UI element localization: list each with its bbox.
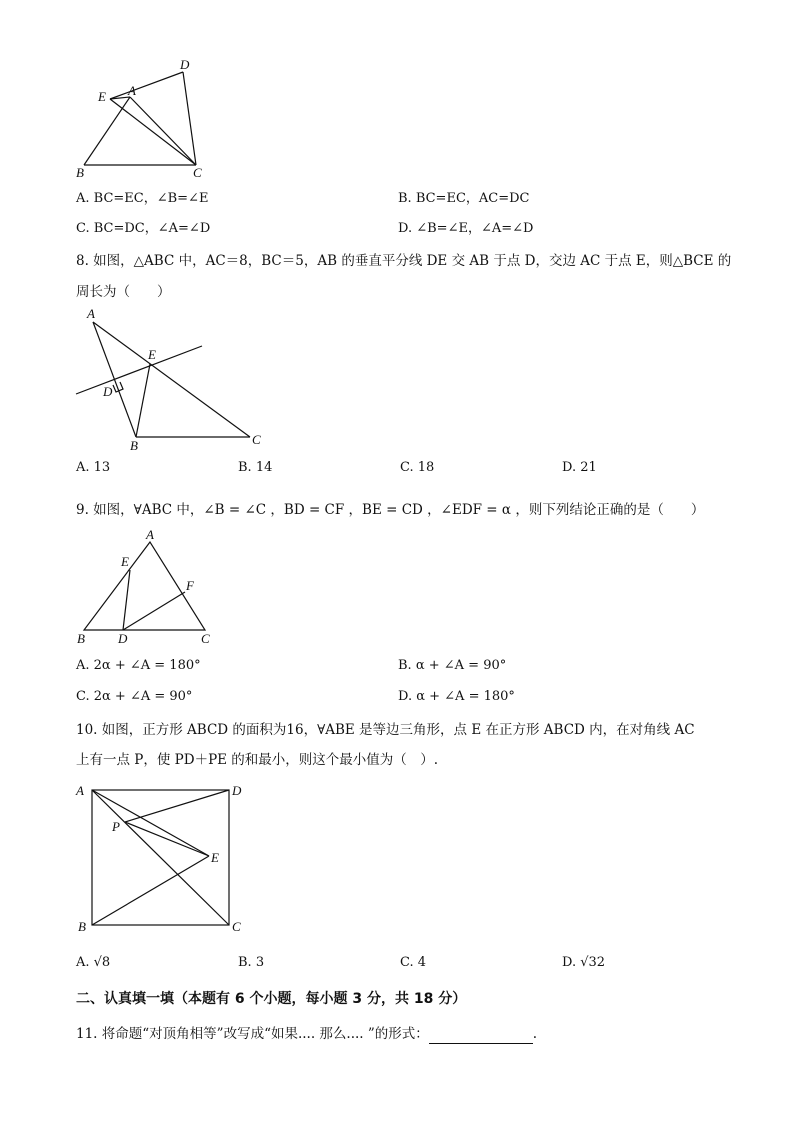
edge-DF bbox=[123, 592, 185, 630]
q10-option-c[interactable]: C. 4 bbox=[400, 955, 427, 970]
q8-option-b[interactable]: B. 14 bbox=[238, 460, 273, 475]
q8-option-c[interactable]: C. 18 bbox=[400, 460, 435, 475]
label-D: D bbox=[232, 783, 242, 798]
label-A: A bbox=[76, 783, 84, 798]
edge-BE bbox=[92, 856, 209, 925]
label-C: C bbox=[201, 631, 210, 646]
q9-option-c[interactable]: C. 2α + ∠A = 90° bbox=[76, 689, 193, 704]
figure-q10 bbox=[70, 775, 255, 940]
q10-stem-line2: 上有一点 P，使 PD＋PE 的和最小，则这个最小值为（ ）. bbox=[76, 752, 439, 768]
label-C: C bbox=[252, 432, 261, 447]
label-E: E bbox=[148, 347, 156, 362]
label-B: B bbox=[78, 919, 86, 934]
figure-q9 bbox=[70, 525, 220, 650]
label-E: E bbox=[121, 554, 129, 569]
q7-option-b[interactable]: B. BC=EC，AC=DC bbox=[398, 191, 530, 206]
label-B: B bbox=[77, 631, 85, 646]
label-P: P bbox=[112, 819, 120, 834]
perpendicular-bisector bbox=[76, 346, 202, 394]
edge-ED bbox=[110, 72, 183, 99]
edge-BA bbox=[84, 97, 130, 165]
q11-answer-blank[interactable] bbox=[429, 1029, 533, 1044]
q7-option-a[interactable]: A. BC=EC，∠B=∠E bbox=[76, 191, 209, 206]
label-C: C bbox=[232, 919, 241, 934]
q8-option-a[interactable]: A. 13 bbox=[76, 460, 111, 475]
label-B: B bbox=[130, 438, 138, 450]
q9-option-a[interactable]: A. 2α + ∠A = 180° bbox=[76, 658, 201, 673]
edge-BE bbox=[136, 364, 150, 437]
label-A: A bbox=[146, 527, 154, 542]
label-D: D bbox=[118, 631, 128, 646]
q11-end: . bbox=[532, 1026, 538, 1042]
q8-option-d[interactable]: D. 21 bbox=[562, 460, 597, 475]
label-D: D bbox=[103, 384, 113, 399]
label-A: A bbox=[87, 306, 95, 321]
q10-option-a[interactable]: A. √8 bbox=[76, 955, 111, 970]
section-heading: 二、认真填一填（本题有 6 个小题，每小题 3 分，共 18 分） bbox=[76, 991, 467, 1007]
q8-stem-line2: 周长为（ ） bbox=[76, 284, 171, 300]
q9-option-d[interactable]: D. α + ∠A = 180° bbox=[398, 689, 515, 704]
edge-AE bbox=[92, 790, 209, 856]
label-F: F bbox=[186, 578, 194, 593]
q10-stem-line1: 10. 如图，正方形 ABCD 的面积为16，∀ABE 是等边三角形，点 E 在正方形 ABCD 内，在对角线 AC bbox=[76, 722, 695, 738]
edge-AC bbox=[130, 97, 196, 165]
q11-text: 11. 将命题“对顶角相等”改写成“如果.... 那么.... ”的形式： bbox=[76, 1026, 429, 1042]
q7-option-c[interactable]: C. BC=DC，∠A=∠D bbox=[76, 221, 211, 236]
figure-q8 bbox=[70, 300, 275, 450]
label-E: E bbox=[211, 850, 219, 865]
diagonal-AC bbox=[92, 790, 229, 925]
edge-DE bbox=[123, 570, 130, 630]
q10-option-d[interactable]: D. √32 bbox=[562, 955, 606, 970]
label-A: A bbox=[128, 83, 136, 98]
right-angle-mark bbox=[113, 382, 123, 392]
edge-AC bbox=[93, 322, 250, 437]
label-E: E bbox=[98, 89, 106, 104]
edge-EC bbox=[110, 99, 196, 165]
q9-option-b[interactable]: B. α + ∠A = 90° bbox=[398, 658, 507, 673]
label-B: B bbox=[76, 165, 84, 180]
edge-PD bbox=[125, 790, 229, 822]
q7-option-d[interactable]: D. ∠B=∠E，∠A=∠D bbox=[398, 221, 534, 236]
figure-q7 bbox=[70, 55, 220, 180]
q9-stem: 9. 如图，∀ABC 中，∠B = ∠C ，BD = CF ，BE = CD ，∠EDF = α ，则下列结论正确的是（ ） bbox=[76, 502, 705, 518]
q10-option-b[interactable]: B. 3 bbox=[238, 955, 265, 970]
edge-DC bbox=[183, 72, 196, 165]
q8-stem-line1: 8. 如图，△ABC 中，AC＝8，BC＝5，AB 的垂直平分线 DE 交 AB 于点 D，交边 AC 于点 E，则△BCE 的 bbox=[76, 253, 732, 269]
edge-PE bbox=[125, 822, 209, 856]
label-C: C bbox=[193, 165, 202, 180]
label-D: D bbox=[180, 57, 190, 72]
q11-stem bbox=[76, 1024, 537, 1044]
